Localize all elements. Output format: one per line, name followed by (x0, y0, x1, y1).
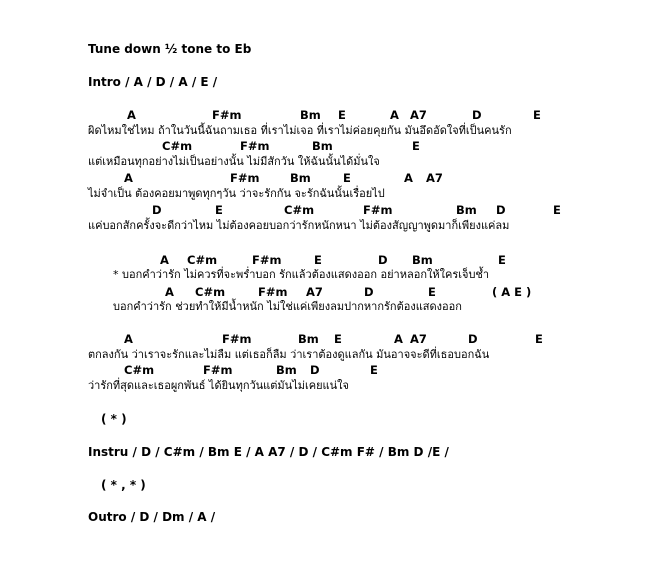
chorus-lyric-1: * บอกคำว่ารัก ไม่ควรที่จะพร่ำบอก รักแล้วต้องแสดงออก อย่าหลอกให้ใครเจ็บช้ำ (113, 268, 490, 281)
chorus-chord: ( A E ) (492, 285, 532, 299)
verse2-chord: E (334, 332, 342, 346)
verse1-chord: A (404, 171, 413, 185)
verse2-chord: F#m (222, 332, 252, 346)
verse1-lyric-4: แค่บอกสักครั้งจะดีกว่าไหม ไม่ต้องคอยบอกว่ารักหนักหนา ไม่ต้องสัญญาพูดมาก็เพียงแค่ลม (88, 219, 510, 232)
chorus-lyric-2: บอกคำว่ารัก ช่วยทำให้มีน้ำหนัก ไม่ใช่แค่เพียงลมปากหากรักต้องแสดงออก (113, 300, 462, 313)
chorus-chord: A7 (306, 285, 323, 299)
repeat-chorus-marker: ( * ) (101, 412, 127, 426)
verse1-chord: A7 (426, 171, 443, 185)
verse2-chord: F#m (203, 363, 233, 377)
intro-line: Intro / A / D / A / E / (88, 75, 218, 89)
verse1-chord: Bm (290, 171, 311, 185)
verse1-chord: A (124, 171, 133, 185)
chorus-chord: C#m (187, 253, 218, 267)
verse2-chord: A (124, 332, 133, 346)
chorus-chord: C#m (195, 285, 226, 299)
verse1-chord: E (553, 203, 561, 217)
chorus-chord: E (498, 253, 506, 267)
verse1-chord: D (472, 108, 482, 122)
verse1-lyric-3: ไม่จำเป็น ต้องคอยมาพูดทุกๆวัน ว่าจะรักกัน จะรักฉันนั้นเรื่อยไป (88, 187, 385, 200)
verse1-chord: F#m (230, 171, 260, 185)
tuning-note: Tune down ½ tone to Eb (88, 42, 252, 56)
verse1-chord: F#m (240, 139, 270, 153)
verse2-chord: Bm (276, 363, 297, 377)
verse1-lyric-1: ผิดไหมใช่ไหม ถ้าในวันนี้ฉันถามเธอ ที่เราไม่เจอ ที่เราไม่ค่อยคุยกัน มันอึดอัดใจที่เป็นคนรัก (88, 124, 512, 137)
verse1-chord: F#m (212, 108, 242, 122)
repeat-twice-marker: ( * , * ) (101, 478, 146, 492)
verse2-chord: A7 (410, 332, 427, 346)
verse1-chord: C#m (284, 203, 315, 217)
verse1-chord: A7 (410, 108, 427, 122)
verse1-chord: C#m (162, 139, 193, 153)
chorus-chord: D (378, 253, 388, 267)
verse1-chord: A (127, 108, 136, 122)
verse1-chord: E (533, 108, 541, 122)
chorus-chord: D (364, 285, 374, 299)
verse2-chord: E (535, 332, 543, 346)
verse1-chord: Bm (456, 203, 477, 217)
verse1-chord: D (496, 203, 506, 217)
chorus-chord: E (314, 253, 322, 267)
verse1-chord: E (215, 203, 223, 217)
verse1-chord: E (338, 108, 346, 122)
chorus-chord: F#m (258, 285, 288, 299)
verse2-lyric-1: ตกลงกัน ว่าเราจะรักและไม่ลืม แต่เธอก็ลืม ว่าเราต้องดูแลกัน มันอาจจะดีที่เธอบอกฉัน (88, 348, 490, 361)
verse1-chord: Bm (312, 139, 333, 153)
instrumental-line: Instru / D / C#m / Bm E / A A7 / D / C#m F# / Bm D /E / (88, 445, 449, 459)
outro-line: Outro / D / Dm / A / (88, 510, 216, 524)
verse1-chord: E (343, 171, 351, 185)
chorus-chord: F#m (252, 253, 282, 267)
verse2-chord: C#m (124, 363, 155, 377)
verse2-chord: A (394, 332, 403, 346)
verse1-chord: A (390, 108, 399, 122)
verse1-lyric-2: แต่เหมือนทุกอย่างไม่เป็นอย่างนั้น ไม่มีสักวัน ให้ฉันนั้นได้มั่นใจ (88, 155, 380, 168)
verse2-chord: E (370, 363, 378, 377)
verse2-lyric-2: ว่ารักที่สุดและเธอผูกพันธ์ ได้ยินทุกวันแต่มันไม่เคยแน่ใจ (88, 379, 349, 392)
verse1-chord: Bm (300, 108, 321, 122)
chorus-chord: E (428, 285, 436, 299)
verse2-chord: D (310, 363, 320, 377)
verse1-chord: E (412, 139, 420, 153)
verse2-chord: Bm (298, 332, 319, 346)
chorus-chord: Bm (412, 253, 433, 267)
verse1-chord: D (152, 203, 162, 217)
chorus-chord: A (165, 285, 174, 299)
chorus-chord: A (160, 253, 169, 267)
verse1-chord: F#m (363, 203, 393, 217)
verse2-chord: D (468, 332, 478, 346)
